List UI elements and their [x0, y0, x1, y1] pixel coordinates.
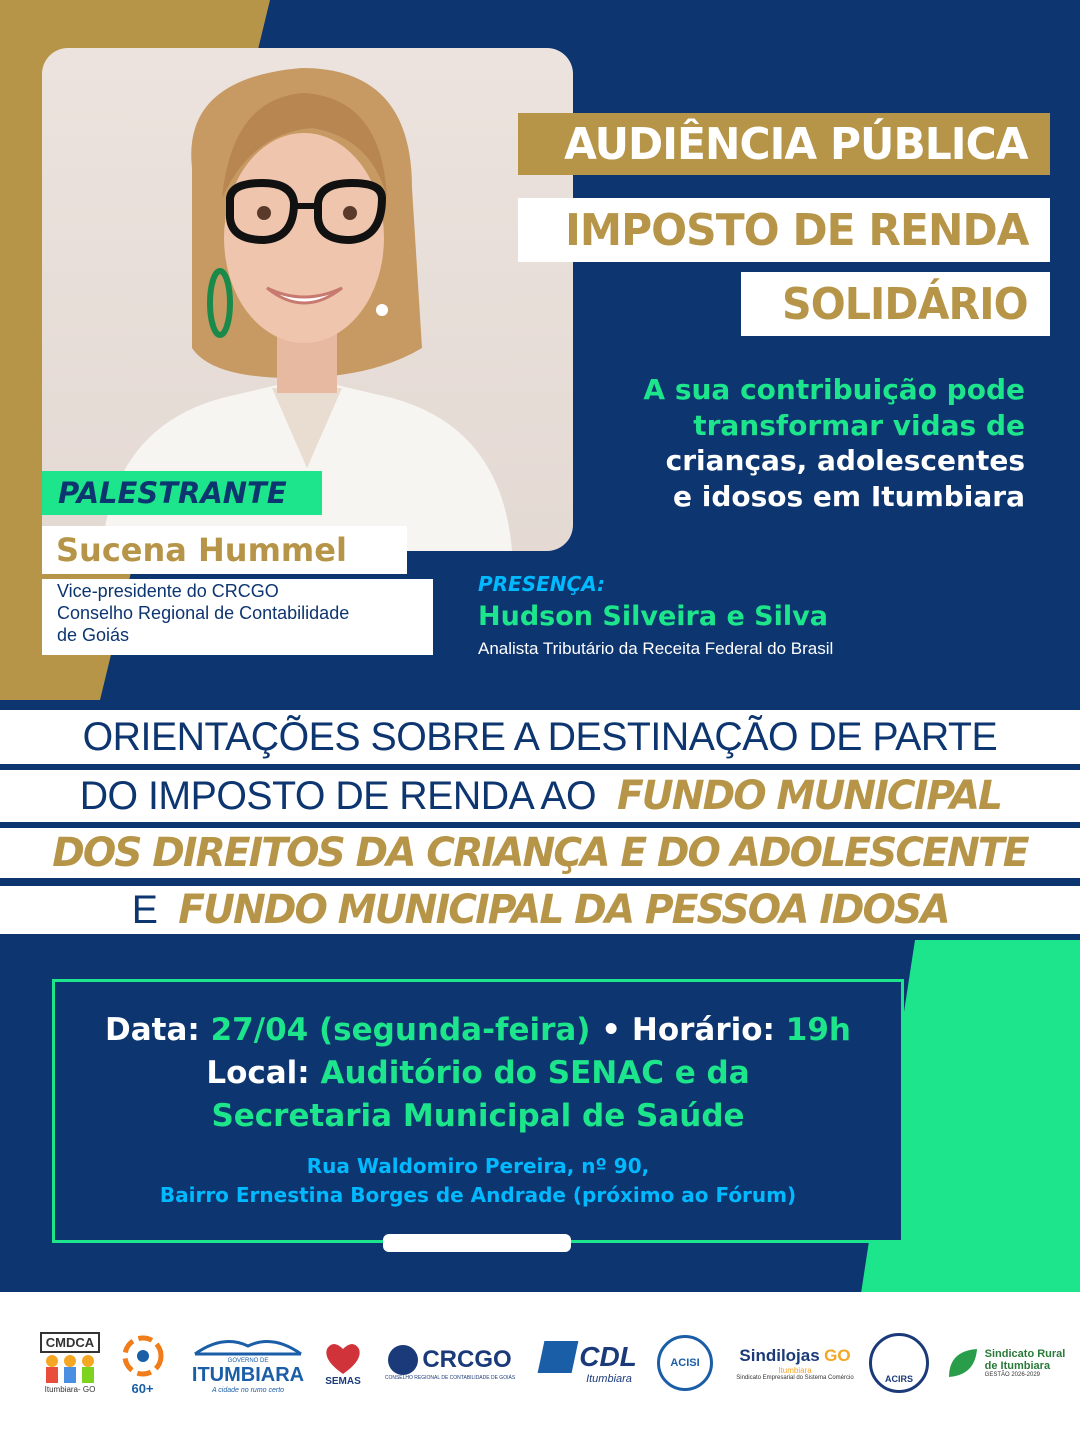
sindicato-rural-city: de Itumbiara	[984, 1360, 1051, 1372]
speaker-role-line-3: de Goiás	[57, 624, 130, 645]
title-line-1-text: AUDIÊNCIA PÚBLICA	[564, 118, 1028, 170]
address-line-2: Bairro Ernestina Borges de Andrade (próximo ao Fórum)	[159, 1183, 797, 1207]
sindilojas-logo	[730, 1322, 860, 1404]
sindicato-rural-sub: GESTÃO 2026-2029	[984, 1372, 1041, 1378]
time-label: Horário:	[631, 1012, 775, 1048]
orientations-line-3-highlight: DOS DIREITOS DA CRIANÇA E DO ADOLESCENTE	[52, 830, 1028, 876]
cdl-text: CDL	[579, 1341, 637, 1372]
itumbiara-sub: A cidade no rumo certo	[211, 1387, 285, 1394]
sindicato-rural-text: Sindicato Rural	[984, 1348, 1066, 1360]
tagline-line-4: e idosos em Itumbiara	[673, 479, 1025, 513]
presence-label: PRESENÇA:	[478, 572, 606, 596]
sindilojas-city: Itumbiara	[778, 1365, 812, 1375]
orientations-line-2	[0, 770, 1080, 822]
place-value-line-1: Auditório do SENAC e da	[320, 1055, 750, 1091]
title-line-3-text: SOLIDÁRIO	[782, 278, 1028, 330]
cmdpi-text: 60+	[131, 1380, 154, 1396]
acisi-logo	[654, 1322, 716, 1404]
title-line-2-text: IMPOSTO DE RENDA	[564, 204, 1028, 256]
itumbiara-text: ITUMBIARA	[191, 1364, 305, 1386]
tagline	[545, 372, 1025, 514]
sponsor-logos-footer	[0, 1292, 1080, 1440]
event-info-box	[52, 979, 904, 1243]
bridge-icon	[193, 1332, 303, 1358]
orientations-line-4-plain: E	[131, 888, 168, 932]
orientations-line-3	[0, 828, 1080, 878]
speaker-role-line-2: Conselho Regional de Contabilidade	[57, 602, 350, 623]
sindicato-rural-logo	[942, 1322, 1068, 1404]
tagline-line-1: A sua contribuição pode	[643, 373, 1025, 406]
crcgo-sub: CONSELHO REGIONAL DE CONTABILIDADE DE GOIÁS	[384, 1375, 516, 1381]
sindilojas-text: Sindilojas	[739, 1345, 820, 1365]
place-value-line-2: Secretaria Municipal de Saúde	[211, 1098, 745, 1134]
title-line-3	[741, 272, 1050, 336]
semas-text: SEMAS	[325, 1375, 361, 1387]
title-line-1	[518, 113, 1050, 175]
speaker-role	[42, 579, 433, 655]
speaker-name: Sucena Hummel	[42, 526, 407, 574]
date-value: 27/04 (segunda-feira)	[210, 1012, 591, 1048]
time-value: 19h	[785, 1012, 851, 1048]
figures-icon	[118, 1331, 168, 1381]
decorative-pill	[383, 1234, 571, 1252]
cmdpi-logo	[105, 1322, 180, 1404]
acirs-logo	[866, 1322, 932, 1404]
acirs-text: ACIRS	[869, 1333, 929, 1393]
sindilojas-go: GO	[824, 1345, 851, 1365]
cmdca-sub: Itumbiara- GO	[44, 1385, 96, 1394]
heart-icon	[321, 1340, 365, 1376]
separator: •	[601, 1012, 622, 1048]
sindilojas-sub: Sindicato Empresarial do Sistema Comércio	[736, 1374, 854, 1381]
orientations-line-4	[0, 886, 1080, 934]
place-label: Local:	[206, 1055, 310, 1091]
presence-role: Analista Tributário da Receita Federal do Brasil	[478, 639, 834, 658]
crcgo-logo	[380, 1322, 520, 1404]
orientations-line-2-highlight: FUNDO MUNICIPAL	[616, 773, 1001, 819]
children-icon	[40, 1353, 100, 1385]
date-label: Data:	[105, 1012, 200, 1048]
tagline-line-3: crianças, adolescentes	[665, 444, 1025, 478]
orientations-line-2-plain: DO IMPOSTO DE RENDA AO	[79, 774, 607, 818]
semas-logo	[316, 1322, 370, 1404]
speaker-role-line-1: Vice-presidente do CRCGO	[57, 581, 279, 601]
itumbiara-logo	[188, 1322, 308, 1404]
cdl-sub: Itumbiara	[586, 1373, 632, 1385]
orientations-line-1	[0, 710, 1080, 764]
itumbiara-gov: GOVERNO DE	[227, 1358, 269, 1364]
orientations-line-4-highlight: FUNDO MUNICIPAL DA PESSOA IDOSA	[178, 887, 949, 933]
speaker-label: PALESTRANTE	[42, 471, 322, 515]
cdl-logo	[530, 1322, 648, 1404]
crcgo-text: CRCGO	[422, 1346, 512, 1373]
presence-name: Hudson Silveira e Silva	[478, 601, 828, 632]
crcgo-emblem-icon	[388, 1345, 418, 1375]
cdl-shape-icon	[538, 1341, 579, 1373]
cmdca-logo	[30, 1322, 110, 1404]
orientations-line-1-text: ORIENTAÇÕES SOBRE A DESTINAÇÃO DE PARTE	[82, 714, 998, 759]
address-line-1: Rua Waldomiro Pereira, nº 90,	[306, 1154, 650, 1178]
event-place	[55, 1055, 901, 1091]
acisi-text: ACISI	[657, 1335, 713, 1391]
tagline-line-2: transformar vidas de	[693, 408, 1025, 442]
cmdca-logo-text: CMDCA	[40, 1332, 100, 1353]
event-date-time	[55, 1012, 901, 1048]
leaf-icon	[945, 1345, 981, 1381]
title-line-2	[518, 198, 1050, 262]
